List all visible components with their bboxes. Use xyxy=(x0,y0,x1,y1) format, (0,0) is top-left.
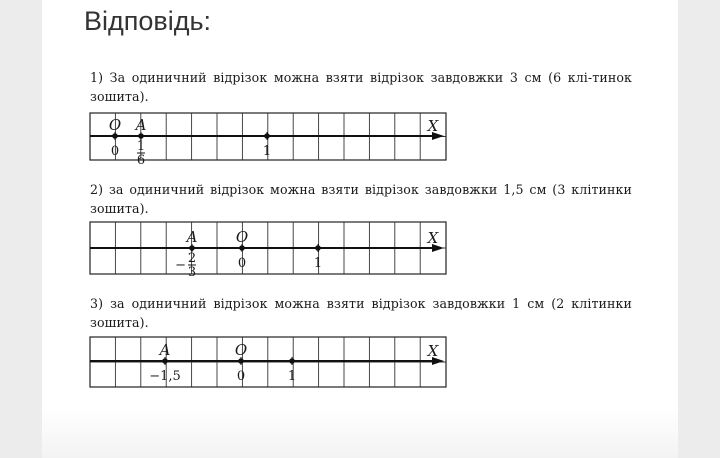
axis-label: X xyxy=(427,342,439,360)
point-letter-a: A xyxy=(186,228,198,246)
point-coordinate: 1 xyxy=(262,144,272,159)
answer-title: Відповідь: xyxy=(84,6,212,36)
fraction-numerator: 1 xyxy=(136,139,146,154)
point-coordinate: −1,5 xyxy=(149,369,181,384)
problem-1-text: 1) За одиничний відрізок можна взяти відрізок завдовжки 3 см (6 клі-тинок зошита). xyxy=(90,70,632,104)
axis-label: X xyxy=(427,117,439,135)
point-coordinate: 0 xyxy=(110,144,120,159)
point-coordinate: 1 xyxy=(287,369,297,384)
fraction-sign: − xyxy=(175,258,186,273)
axis-label: X xyxy=(427,229,439,247)
number-line-1 xyxy=(90,113,446,168)
fraction-numerator: 2 xyxy=(187,251,197,266)
number-line-3 xyxy=(90,337,446,387)
point-coordinate: 0 xyxy=(237,256,247,271)
point-coordinate: 0 xyxy=(236,369,246,384)
fraction-denominator: 6 xyxy=(136,153,146,168)
point-letter-a: A xyxy=(159,341,171,359)
point-coordinate: 1 xyxy=(313,256,323,271)
number-line-2 xyxy=(90,222,446,280)
problem-3-text: 3) за одиничний відрізок можна взяти відрізок завдовжки 1 см (2 клітинки зошита). xyxy=(90,296,632,330)
point-letter-o: O xyxy=(234,341,248,359)
point-letter-a: A xyxy=(135,116,147,134)
point-letter-o: O xyxy=(235,228,249,246)
problem-2-text: 2) за одиничний відрізок можна взяти відрізок завдовжки 1,5 см (3 клітинки зошита). xyxy=(90,182,632,216)
point-letter-o: O xyxy=(108,116,122,134)
fraction-denominator: 3 xyxy=(187,265,197,280)
